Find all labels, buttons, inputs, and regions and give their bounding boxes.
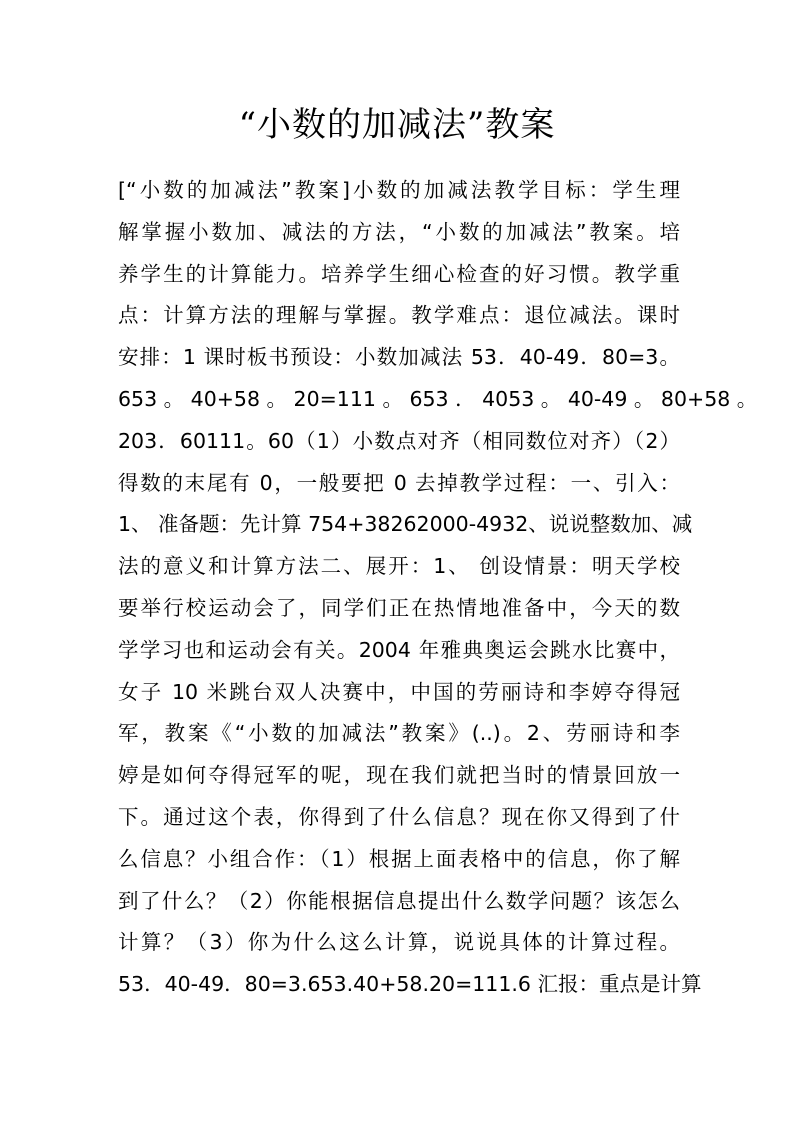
- body-line: 婷是如何夺得冠军的呢，现在我们就把当时的情景回放一: [118, 763, 680, 788]
- body-line: 安排：1 课时板书预设：小数加减法 53．40-49．80=3。: [118, 345, 680, 370]
- body-line: 么信息？小组合作：（1）根据上面表格中的信息，你了解: [118, 846, 680, 871]
- body-line: 1、 准备题：先计算 754+38262000-4932、说说整数加、减: [118, 512, 693, 537]
- body-line: 653 。 40+58 。 20=111 。 653 ． 4053 。 40-49 。 80+58 。: [118, 386, 758, 411]
- body-line: 203．60111。60（1）小数点对齐（相同数位对齐）（2）: [118, 428, 680, 453]
- body-line: 到了什么？（2）你能根据信息提出什么数学问题？该怎么: [118, 888, 680, 913]
- document-title: “小数的加减法”教案: [238, 105, 556, 145]
- body-line: 法的意义和计算方法二、展开：1、 创设情景：明天学校: [118, 554, 680, 579]
- body-line: 解掌握小数加、减法的方法，“小数的加减法”教案。培: [118, 219, 680, 244]
- body-line: 得数的末尾有 0，一般要把 0 去掉教学过程：一、引入：: [118, 470, 680, 495]
- body-line: 下。通过这个表，你得到了什么信息？现在你又得到了什: [118, 804, 680, 829]
- body-line: 军，教案《“小数的加减法”教案》(..)。2、劳丽诗和李: [118, 721, 680, 746]
- body-line: 要举行校运动会了，同学们正在热情地准备中，今天的数: [118, 595, 680, 620]
- body-line: 女子 10 米跳台双人决赛中，中国的劳丽诗和李婷夺得冠: [118, 679, 680, 704]
- body-line: 53．40-49．80=3.653.40+58.20=111.6 汇报：重点是计算: [118, 972, 702, 997]
- document-body: [118, 170, 758, 1006]
- body-line: 学学习也和运动会有关。2004 年雅典奥运会跳水比赛中，: [118, 637, 680, 662]
- body-line: [“小数的加减法”教案]小数的加减法教学目标：学生理: [118, 178, 680, 202]
- body-line: 养学生的计算能力。培养学生细心检查的好习惯。教学重: [118, 261, 680, 286]
- body-line: 计算？（3）你为什么这么计算，说说具体的计算过程。: [118, 930, 680, 955]
- body-line: 点：计算方法的理解与掌握。教学难点：退位减法。课时: [118, 303, 680, 328]
